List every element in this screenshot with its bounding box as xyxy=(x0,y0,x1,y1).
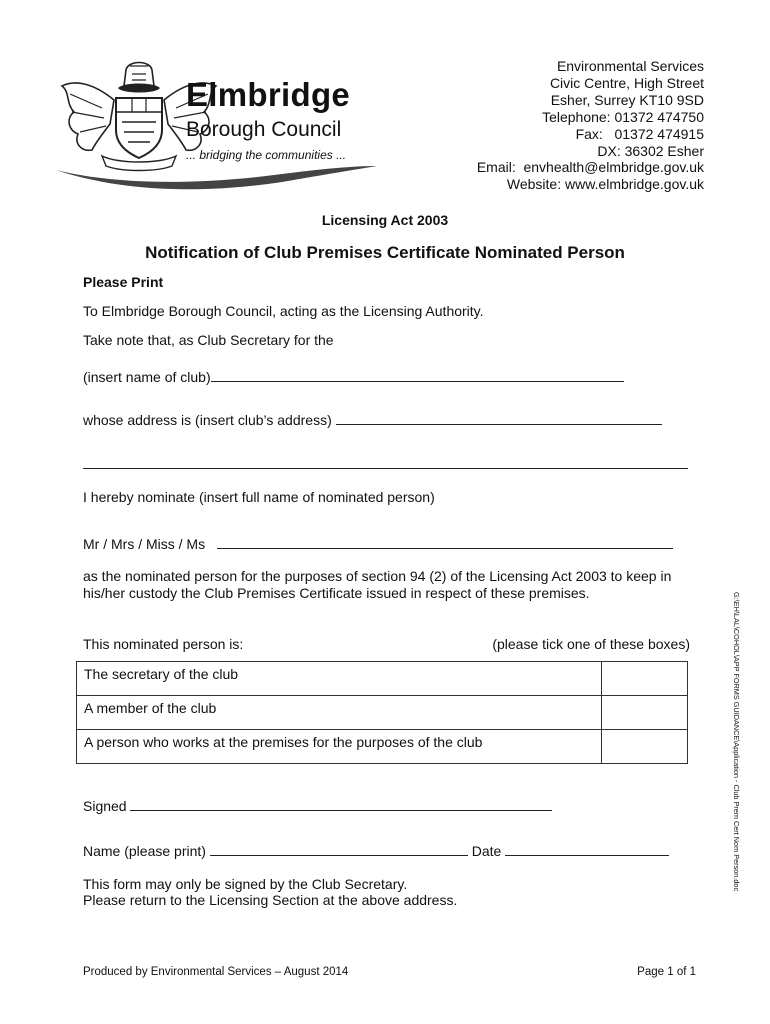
return-note: Please return to the Licensing Section at the above address. xyxy=(83,892,458,908)
contact-email: Email: envhealth@elmbridge.gov.uk xyxy=(476,159,704,176)
margin-file-path xyxy=(727,592,747,942)
please-print-label: Please Print xyxy=(83,274,164,290)
option-label: A member of the club xyxy=(77,696,602,730)
contact-telephone: Telephone: 01372 474750 xyxy=(542,108,704,125)
table-row xyxy=(77,730,688,764)
table-row xyxy=(77,662,688,696)
print-name-field[interactable] xyxy=(210,842,468,856)
nominated-is-label: This nominated person is: xyxy=(83,636,244,652)
name-label: Name (please print) xyxy=(83,843,206,859)
name-date-row xyxy=(83,842,669,859)
contact-address-line2: Esher, Surrey KT10 9SD xyxy=(550,91,704,108)
contact-address-line1: Civic Centre, High Street xyxy=(549,74,704,91)
option-label: The secretary of the club xyxy=(77,662,602,696)
brand-subtitle: Borough Council xyxy=(186,118,342,141)
date-field[interactable] xyxy=(505,842,669,856)
club-address-row xyxy=(83,411,662,428)
contact-dx: DX: 36302 Esher xyxy=(597,142,704,159)
club-name-row xyxy=(83,368,624,385)
tick-instruction: (please tick one of these boxes) xyxy=(492,636,690,652)
club-name-field[interactable] xyxy=(211,368,624,382)
contact-website: Website: www.elmbridge.gov.uk xyxy=(506,176,704,193)
titles-label: Mr / Mrs / Miss / Ms xyxy=(83,536,206,552)
contact-fax: Fax: 01372 474915 xyxy=(575,125,704,142)
tick-box-secretary[interactable] xyxy=(602,662,688,696)
to-authority-line: To Elmbridge Borough Council, acting as the Licensing Authority. xyxy=(83,303,484,319)
signing-note: This form may only be signed by the Club Secretary. xyxy=(83,876,408,892)
signed-row xyxy=(83,797,552,814)
option-label: A person who works at the premises for the purposes of the club xyxy=(77,730,602,764)
brand-name: Elmbridge xyxy=(186,76,351,113)
act-heading: Licensing Act 2003 xyxy=(321,212,449,228)
contact-block xyxy=(477,58,704,193)
nominate-line: I hereby nominate (insert full name of nominated person) xyxy=(83,489,435,505)
nominee-name-field[interactable] xyxy=(217,535,673,549)
take-note-line: Take note that, as Club Secretary for the xyxy=(83,332,334,348)
file-path-text: G:\EH\LAL\COHOL\APP FORMS GUIDANCE\Application - Club Prem Cert Nom Person.doc xyxy=(732,592,741,892)
club-name-label: (insert name of club) xyxy=(83,369,211,385)
nominee-status-table xyxy=(76,661,688,764)
club-address-field-line2[interactable] xyxy=(83,455,688,469)
form-title: Notification of Club Premises Certificate Nominated Person xyxy=(145,243,625,262)
tick-box-worker[interactable] xyxy=(602,730,688,764)
signature-field[interactable] xyxy=(130,797,552,811)
signed-label: Signed xyxy=(83,798,127,814)
club-address-label: whose address is (insert club’s address) xyxy=(83,412,332,428)
table-row xyxy=(77,696,688,730)
footer-produced: Produced by Environmental Services – August 2014 xyxy=(83,966,349,978)
purpose-paragraph: as the nominated person for the purposes of section 94 (2) of the Licensing Act 2003 to keep in his/her custody the Club Premises Certificate issued in respect of these premises. xyxy=(83,568,672,601)
footer-page-number: Page 1 of 1 xyxy=(637,966,696,978)
tick-box-member[interactable] xyxy=(602,696,688,730)
brand-tagline: ... bridging the communities ... xyxy=(186,148,347,162)
nominee-name-row xyxy=(83,535,673,552)
contact-department: Environmental Services xyxy=(556,58,704,74)
date-label: Date xyxy=(471,843,502,859)
club-address-field[interactable] xyxy=(336,411,662,425)
